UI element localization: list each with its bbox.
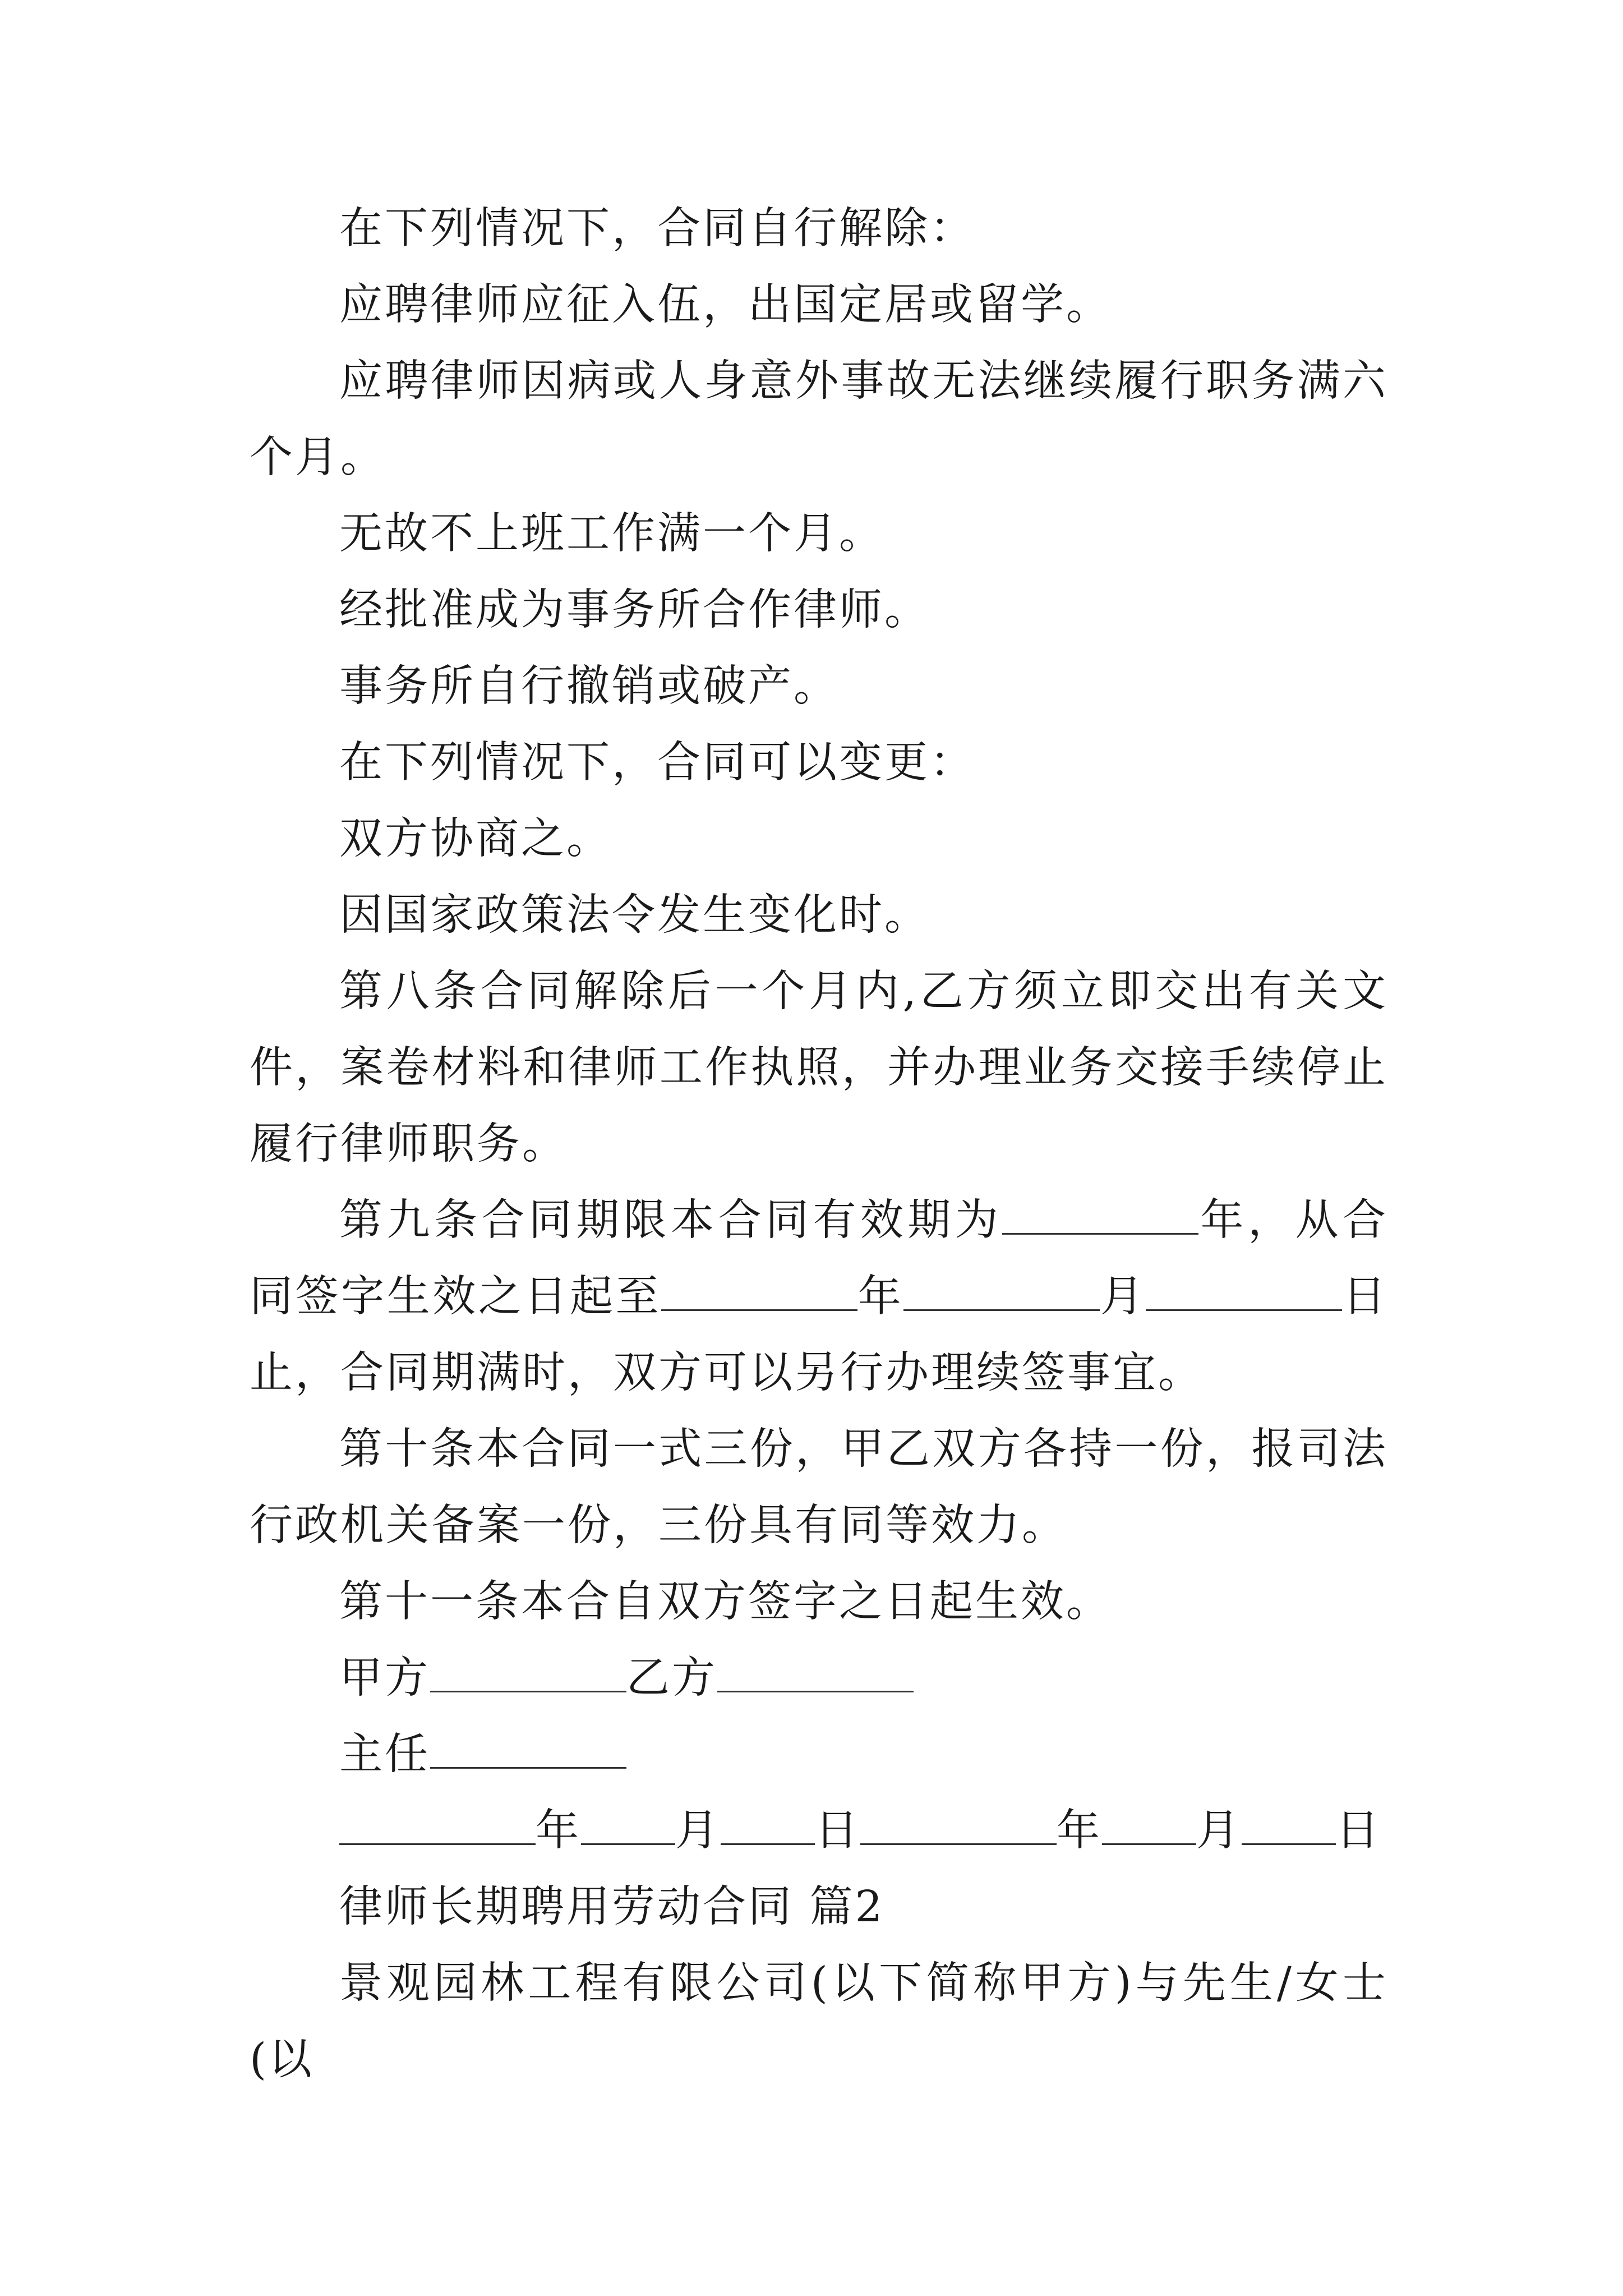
paragraph-article-11: 第十一条本合自双方签字之日起生效。 xyxy=(339,1577,1112,1627)
day-label: 日 xyxy=(1336,1806,1381,1856)
paragraph: 在下列情况下，合同可以变更： xyxy=(339,738,975,788)
paragraph: 经批准成为事务所合作律师。 xyxy=(339,585,930,635)
date-month-blank xyxy=(581,1804,675,1845)
party-b-blank xyxy=(717,1651,914,1692)
paragraph: 因国家政策法令发生变化时。 xyxy=(339,890,930,940)
date-day-blank xyxy=(1242,1804,1336,1845)
end-year-blank xyxy=(661,1270,857,1311)
month-label: 月 xyxy=(1100,1272,1146,1322)
paragraph: 双方协商之。 xyxy=(339,814,612,864)
date-month-blank xyxy=(1102,1804,1196,1845)
director-blank xyxy=(430,1728,626,1769)
article-9-text: 年，从合同签字生效之日起至 xyxy=(250,1195,1389,1322)
years-blank xyxy=(1002,1194,1198,1235)
end-day-blank xyxy=(1146,1270,1342,1311)
paragraph: 应聘律师应征入伍，出国定居或留学。 xyxy=(339,280,1112,330)
year-label: 年 xyxy=(536,1806,581,1856)
paragraph-article-10: 第十条本合同一式三份，甲乙双方各持一份，报司法行政机关备案一份，三份具有同等效力。 xyxy=(250,1424,1388,1550)
year-label: 年 xyxy=(857,1272,904,1322)
month-label: 月 xyxy=(675,1806,721,1856)
party-a-label: 甲方 xyxy=(339,1653,430,1703)
director-line xyxy=(250,1717,1388,1793)
paragraph: 无故不上班工作满一个月。 xyxy=(339,509,884,559)
paragraph: 景观园林工程有限公司(以下简称甲方)与先生/女士(以 xyxy=(250,1958,1388,2085)
party-a-blank xyxy=(430,1651,626,1692)
section-heading: 律师长期聘用劳动合同 篇2 xyxy=(339,1882,885,1932)
date-year-blank xyxy=(339,1804,536,1845)
year-label: 年 xyxy=(1057,1806,1102,1856)
party-b-label: 乙方 xyxy=(626,1653,717,1703)
signature-parties xyxy=(250,1640,1388,1717)
paragraph: 事务所自行撤销或破产。 xyxy=(339,661,839,711)
date-line xyxy=(250,1793,1388,1869)
date-year-blank xyxy=(860,1804,1057,1845)
director-label: 主任 xyxy=(339,1729,430,1779)
paragraph-article-9 xyxy=(250,1182,1388,1411)
paragraph-article-8: 第八条合同解除后一个月内,乙方须立即交出有关文件，案卷材料和律师工作执照，并办理业务交接手续停止履行律师职务。 xyxy=(250,967,1388,1169)
article-9-text: 第九条合同期限本合同有效期为 xyxy=(339,1195,1003,1245)
paragraph: 在下列情况下，合同自行解除： xyxy=(339,204,975,254)
day-label: 日 xyxy=(815,1806,860,1856)
paragraph: 应聘律师因病或人身意外事故无法继续履行职务满六个月。 xyxy=(250,356,1388,482)
end-month-blank xyxy=(903,1270,1100,1311)
date-day-blank xyxy=(721,1804,815,1845)
article-9-text: 日止，合同期满时，双方可以另行办理续签事宜。 xyxy=(250,1272,1389,1398)
month-label: 月 xyxy=(1196,1806,1242,1856)
document-body xyxy=(250,191,1388,2098)
